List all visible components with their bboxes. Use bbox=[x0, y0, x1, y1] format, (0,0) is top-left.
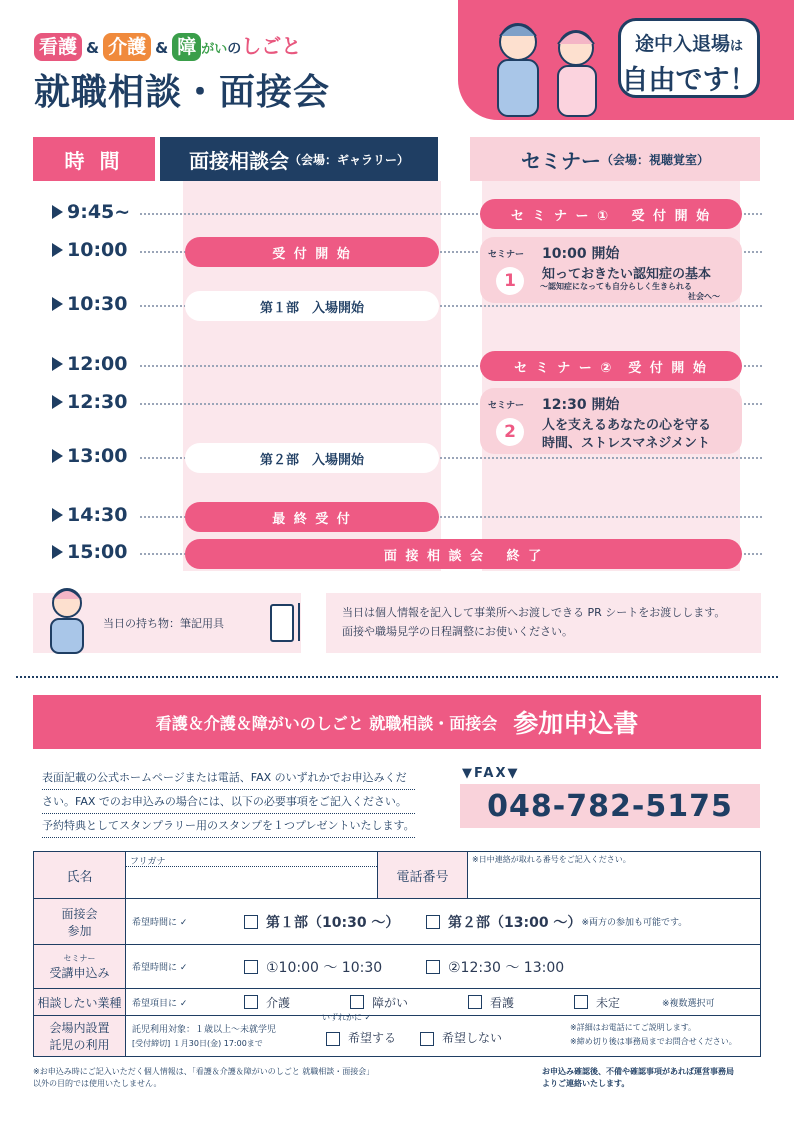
fax-number[interactable]: 048-782-5175 bbox=[460, 784, 760, 828]
triangle-icon bbox=[52, 297, 63, 311]
part2-checkbox[interactable] bbox=[426, 915, 440, 929]
childcare-yes-checkbox[interactable] bbox=[326, 1032, 340, 1046]
nurse-illustration bbox=[37, 581, 97, 657]
bring-box bbox=[33, 593, 301, 653]
notebook-icon bbox=[267, 601, 305, 647]
seminar1-reception: セ ミ ナ ー ① 受 付 開 始 bbox=[480, 199, 742, 229]
pr-note-box: 当日は個人情報を記入して事業所へお渡しできる PR シートをお渡しします。 面接や職場見学の日程調整にお使いください。 bbox=[326, 593, 761, 653]
application-form: 氏名 フリガナ 電話番号 ※日中連絡が取れる番号をご記入ください。 面接会 参加 希望時間に ✓ 第１部（10:30 ～） 第２部（13:00 ～） ※両方の参加も可能です。 セミナー 受講申込み 希望時間に ✓ ①10:00 ～ 10:30 ②12:30 ～ 13:00 相談したい業種 希望項目に ✓ 介護 障がい 看護 未定 ※複数選択可 会場内設置 託児の利用 託児利用対象：１歳以上～未就学児 [受付締切] １月30日(金) 17:00まで いずれかに ✓ 希望する 希望しない ※詳細はお電話にてご説明します。 ※締め切り後は事務局までお問合せください。 bbox=[33, 851, 761, 1057]
triangle-icon bbox=[52, 243, 63, 257]
field-option-checkbox[interactable] bbox=[574, 995, 588, 1009]
time-label: 12:30 bbox=[52, 391, 127, 413]
col-interview-header: 面接相談会 （会場：ギャラリー） bbox=[160, 137, 438, 181]
triangle-icon bbox=[52, 395, 63, 409]
name-field[interactable]: フリガナ bbox=[126, 852, 378, 898]
field-option-checkbox[interactable] bbox=[244, 995, 258, 1009]
time-label: 14:30 bbox=[52, 504, 127, 526]
seminar1-checkbox[interactable] bbox=[244, 960, 258, 974]
time-label: 13:00 bbox=[52, 445, 127, 467]
time-label: 9:45~ bbox=[52, 201, 130, 223]
hero-banner bbox=[458, 0, 794, 120]
triangle-icon bbox=[52, 357, 63, 371]
triangle-icon bbox=[52, 508, 63, 522]
field-option-label: 看護 bbox=[490, 995, 515, 1010]
tag-care: 介護 bbox=[103, 33, 151, 61]
bring-text: 当日の持ち物：筆記用具 bbox=[103, 617, 224, 630]
field-option-label: 介護 bbox=[266, 995, 291, 1010]
field-option-checkbox[interactable] bbox=[350, 995, 364, 1009]
triangle-icon bbox=[52, 449, 63, 463]
seminar2-checkbox[interactable] bbox=[426, 960, 440, 974]
field-option-label: 未定 bbox=[596, 995, 621, 1010]
childcare-no-checkbox[interactable] bbox=[420, 1032, 434, 1046]
interview-part2: 第２部 入場開始 bbox=[185, 443, 439, 473]
field-option-checkbox[interactable] bbox=[468, 995, 482, 1009]
staff-illustration bbox=[476, 14, 616, 118]
tag-nursing: 看護 bbox=[34, 33, 82, 61]
triangle-icon bbox=[52, 545, 63, 559]
interview-part1: 第１部 入場開始 bbox=[185, 291, 439, 321]
col-time-header: 時 間 bbox=[33, 137, 155, 181]
footer-privacy: ※お申込み時にご記入いただく個人情報は、「看護＆介護＆障がいのしごと 就職相談・面接会」 以外の目的では使用いたしません。 bbox=[33, 1067, 375, 1088]
main-title: 就職相談・面接会 bbox=[34, 72, 331, 113]
fax-label: ▼FAX▼ bbox=[462, 766, 520, 781]
time-label: 15:00 bbox=[52, 541, 127, 563]
cut-line bbox=[16, 676, 778, 678]
time-label: 10:00 bbox=[52, 239, 127, 261]
speech-bubble: 途中入退場は 自由です！ bbox=[618, 18, 760, 98]
interview-last: 最 終 受 付 bbox=[185, 502, 439, 532]
interview-reception: 受 付 開 始 bbox=[185, 237, 439, 267]
application-banner: 看護＆介護＆障がいのしごと 就職相談・面接会 参加申込書 bbox=[33, 695, 761, 749]
col-seminar-header: セミナー （会場：視聴覚室） bbox=[470, 137, 760, 181]
footer-contact: お申込み確認後、不備や確認事項があれば運営事務局 よりご連絡いたします。 bbox=[542, 1067, 734, 1088]
title-line1: 看護 & 介護 & 障 がいのしごと bbox=[34, 30, 301, 61]
tag-disability: 障 bbox=[172, 33, 201, 61]
triangle-icon bbox=[52, 205, 63, 219]
time-label: 10:30 bbox=[52, 293, 127, 315]
interview-end: 面 接 相 談 会 終 了 bbox=[185, 539, 742, 569]
seminar1-card: セミナー 1 10:00 開始 知っておきたい認知症の基本 ～認知症になっても自分らしく生きられる 社会へ～ bbox=[480, 237, 742, 303]
seminar2-reception: セ ミ ナ ー ② 受 付 開 始 bbox=[480, 351, 742, 381]
seminar2-card: セミナー 2 12:30 開始 人を支えるあなたの心を守る 時間、ストレスマネジメント bbox=[480, 388, 742, 454]
part1-checkbox[interactable] bbox=[244, 915, 258, 929]
field-option-label: 障がい bbox=[372, 995, 409, 1010]
application-intro: 表面記載の公式ホームページまたは電話、FAX のいずれかでお申込みくだ さい。FAX でのお申込みの場合には、以下の必要事項をご記入ください。 予約特典としてスタンプラリー用のスタンプを１つプレゼントいたします。 bbox=[42, 766, 415, 838]
phone-field[interactable]: ※日中連絡が取れる番号をご記入ください。 bbox=[472, 855, 631, 864]
time-label: 12:00 bbox=[52, 353, 127, 375]
